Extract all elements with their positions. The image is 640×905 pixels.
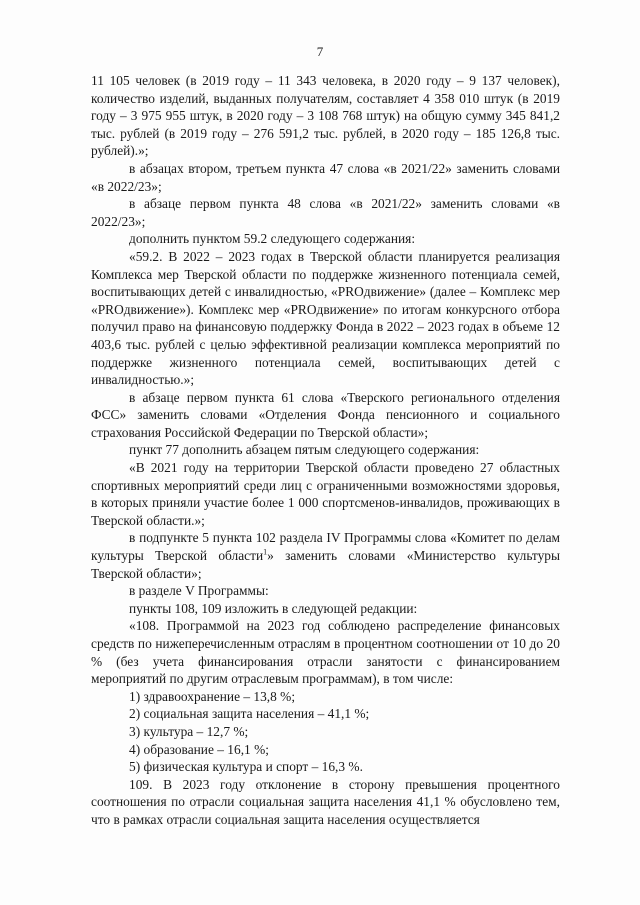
list-item-culture: 3) культура – 12,7 %; <box>129 723 249 739</box>
paragraph-item-102 <box>91 529 560 582</box>
list-item-education: 4) образование – 16,1 %; <box>129 741 269 757</box>
paragraph-108-content: «108. Программой на 2023 год соблюдено распределение финансовых средств по нижеперечисленным отраслям в процентном соотношении от 10 до 20 % (без учета финансирования отрасли занятости с финансированием мероприятий по другим отраслевым программам), в том числе: <box>91 618 560 687</box>
paragraph-77-content: «В 2021 году на территории Тверской области проведено 27 областных спортивных мероприятий среди лиц с ограниченными возможностями здоровья, в которых приняли участие более 1 000 спортсменов-инвалидов, проживающих в Тверской области.»; <box>91 460 560 528</box>
list-item-sport: 5) физическая культура и спорт – 16,3 %. <box>129 759 363 775</box>
page-number: 7 <box>316 44 324 59</box>
paragraph-item-102-end: » заменить словами «Министерство культуры Тверской области»; <box>91 548 560 581</box>
paragraph-59-2-content: «59.2. В 2022 – 2023 годах в Тверской области планируется реализация Комплекса мер Тверской области по поддержке жизненного потенциала семей, воспитывающих детей с инвалидностью, «PROдвижение» (далее – Комплекс мер «PROдвижение»). Комплекс мер «PROдвижение» по итогам конкурсного отбора получил право на финансовую поддержку Фонда в 2022 – 2023 годах в объеме 12 403,6 тыс. рублей с целью эффективной реализации комплекса мероприятий по поддержке жизненного потенциала семей, воспитывающих детей с инвалидностью.»; <box>91 248 560 388</box>
paragraph-item-61: в абзаце первом пункта 61 слова «Тверского регионального отделения ФСС» заменить словами «Отделения Фонда пенсионного и социального страхования Российской Федерации по Тверской области»; <box>91 389 560 440</box>
paragraph-add-59-2: дополнить пунктом 59.2 следующего содержания: <box>129 231 416 247</box>
paragraph-section-v: в разделе V Программы: <box>129 583 269 599</box>
paragraph-item-102-start: в подпункте 5 пункта 102 раздела IV Программы слова «Комитет по делам культуры Тверской области <box>91 530 560 564</box>
paragraph-continuation: 11 105 человек (в 2019 году – 11 343 человека, в 2020 году – 9 137 человек), количество изделий, выданных получателям, составляет 4 358 010 штук (в 2019 году – 3 975 955 штук, в 2020 году – 3 108 768 штук) на общую сумму 345 841,2 тыс. рублей (в 2019 году – 276 591,2 тыс. рублей, в 2020 году – 185 126,8 тыс. рублей).»; <box>91 73 560 159</box>
list-item-social-protection: 2) социальная защита населения – 41,1 %; <box>129 706 370 722</box>
document-body <box>91 72 560 829</box>
paragraph-item-47: в абзацах втором, третьем пункта 47 слова «в 2021/22» заменить словами «в 2022/23»; <box>91 160 560 194</box>
paragraph-109-content: 109. В 2023 году отклонение в сторону превышения процентного соотношения по отрасли социальная защита населения 41,1 % обусловлено тем, что в рамках отрасли социальная защита населения осуществляется <box>91 776 560 827</box>
paragraph-item-77: пункт 77 дополнить абзацем пятым следующего содержания: <box>129 442 480 458</box>
paragraph-item-48: в абзаце первом пункта 48 слова «в 2021/22» заменить словами «в 2022/23»; <box>91 196 560 229</box>
list-item-healthcare: 1) здравоохранение – 13,8 %; <box>129 688 296 704</box>
paragraph-items-108-109: пункты 108, 109 изложить в следующей редакции: <box>129 600 418 616</box>
footnote-marker: 1 <box>263 547 268 557</box>
